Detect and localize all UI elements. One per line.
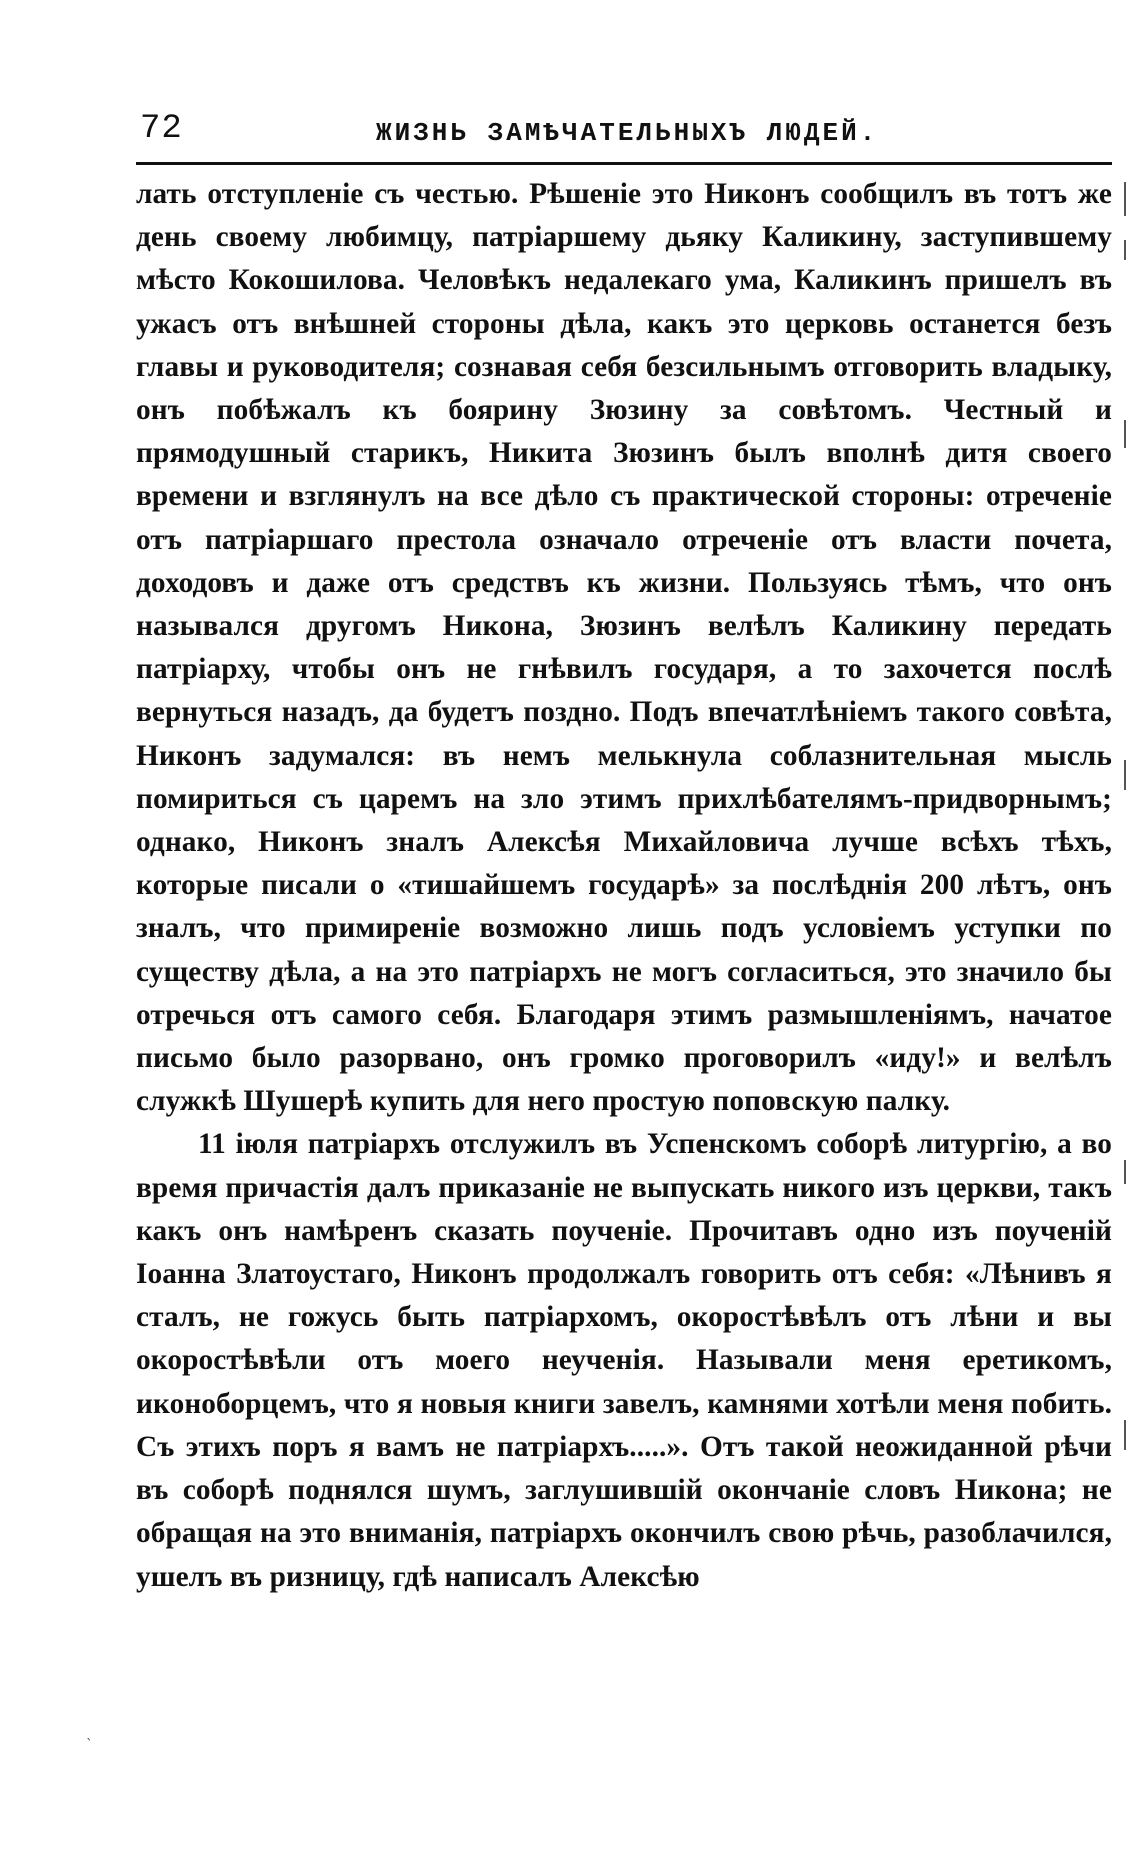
book-page [136,110,1112,1599]
page-edge-mark [1124,420,1126,448]
paragraph-1: лать отступленіе съ честью. Рѣшеніе это Никонъ сообщилъ въ тотъ же день своему любимцу, патріаршему дьяку Каликину, заступившему мѣсто Кокошилова. Человѣкъ недалекаго ума, Каликинъ пришелъ въ ужасъ отъ внѣшней стороны дѣла, какъ это церковь останется безъ главы и руководителя; сознавая себя безсильнымъ отговорить владыку, онъ побѣжалъ къ боярину Зюзину за совѣтомъ. Честный и прямодушный старикъ, Никита Зюзинъ былъ вполнѣ дитя своего времени и взглянулъ на все дѣло съ практической стороны: отреченіе отъ патріаршаго престола означало отреченіе отъ власти почета, доходовъ и даже отъ средствъ къ жизни. Пользуясь тѣмъ, что онъ назывался другомъ Никона, Зюзинъ велѣлъ Каликину передать патріарху, чтобы онъ не гнѣвилъ государя, а то захочется послѣ вернуться назадъ, да будетъ поздно. Подъ впечатлѣніемъ такого совѣта, Никонъ задумался: въ немъ мелькнула соблазнительная мысль помириться съ царемъ на зло этимъ прихлѣбателямъ-придворнымъ; однако, Никонъ зналъ Алексѣя Михайловича лучше всѣхъ тѣхъ, которые писали о «тишайшемъ государѣ» за послѣднія 200 лѣтъ, онъ зналъ, что примиреніе возможно лишь подъ условіемъ уступки по существу дѣла, а на это патріархъ не могъ согласиться, это значило бы отречься отъ самого себя. Благодаря этимъ размышленіямъ, начатое письмо было разорвано, онъ громко проговорилъ «иду!» и велѣлъ служкѣ Шушерѣ купить для него простую поповскую палку. [136,178,1112,1118]
body-text [136,173,1112,1599]
page-edge-mark [1124,1420,1126,1450]
ink-smudge: ` [86,1737,93,1753]
running-head [136,110,1112,162]
running-title: ЖИЗНЬ ЗАМѢЧАТЕЛЬНЫХЪ ЛЮДЕЙ. [376,118,879,148]
page-edge-mark [1124,240,1126,260]
page-edge-mark [1124,182,1126,216]
page-edge-mark [1124,760,1126,790]
page-number: 72 [140,110,183,148]
paragraph-2: 11 іюля патріархъ отслужилъ въ Успенскомъ соборѣ литургію, а во время причастія далъ приказаніе не выпускать никого изъ церкви, такъ какъ онъ намѣренъ сказать поученіе. Прочитавъ одно изъ поученій Іоанна Златоустаго, Никонъ продолжалъ говорить отъ себя: «Лѣнивъ я сталъ, не гожусь быть патріархомъ, окоростѣвѣлъ отъ лѣни и вы окоростѣвѣли отъ моего неученія. Называли меня еретикомъ, иконоборцемъ, что я новыя книги завелъ, камнями хотѣли меня побить. Съ этихъ поръ я вамъ не патріархъ.....». Отъ такой неожиданной рѣчи въ соборѣ поднялся шумъ, заглушившій окончаніе словъ Никона; не обращая на это вниманія, патріархъ окончилъ свою рѣчь, разоблачился, ушелъ въ ризницу, гдѣ написалъ Алексѣю [136,1128,1112,1593]
header-rule [136,162,1112,165]
page-edge-mark [1124,1160,1126,1184]
